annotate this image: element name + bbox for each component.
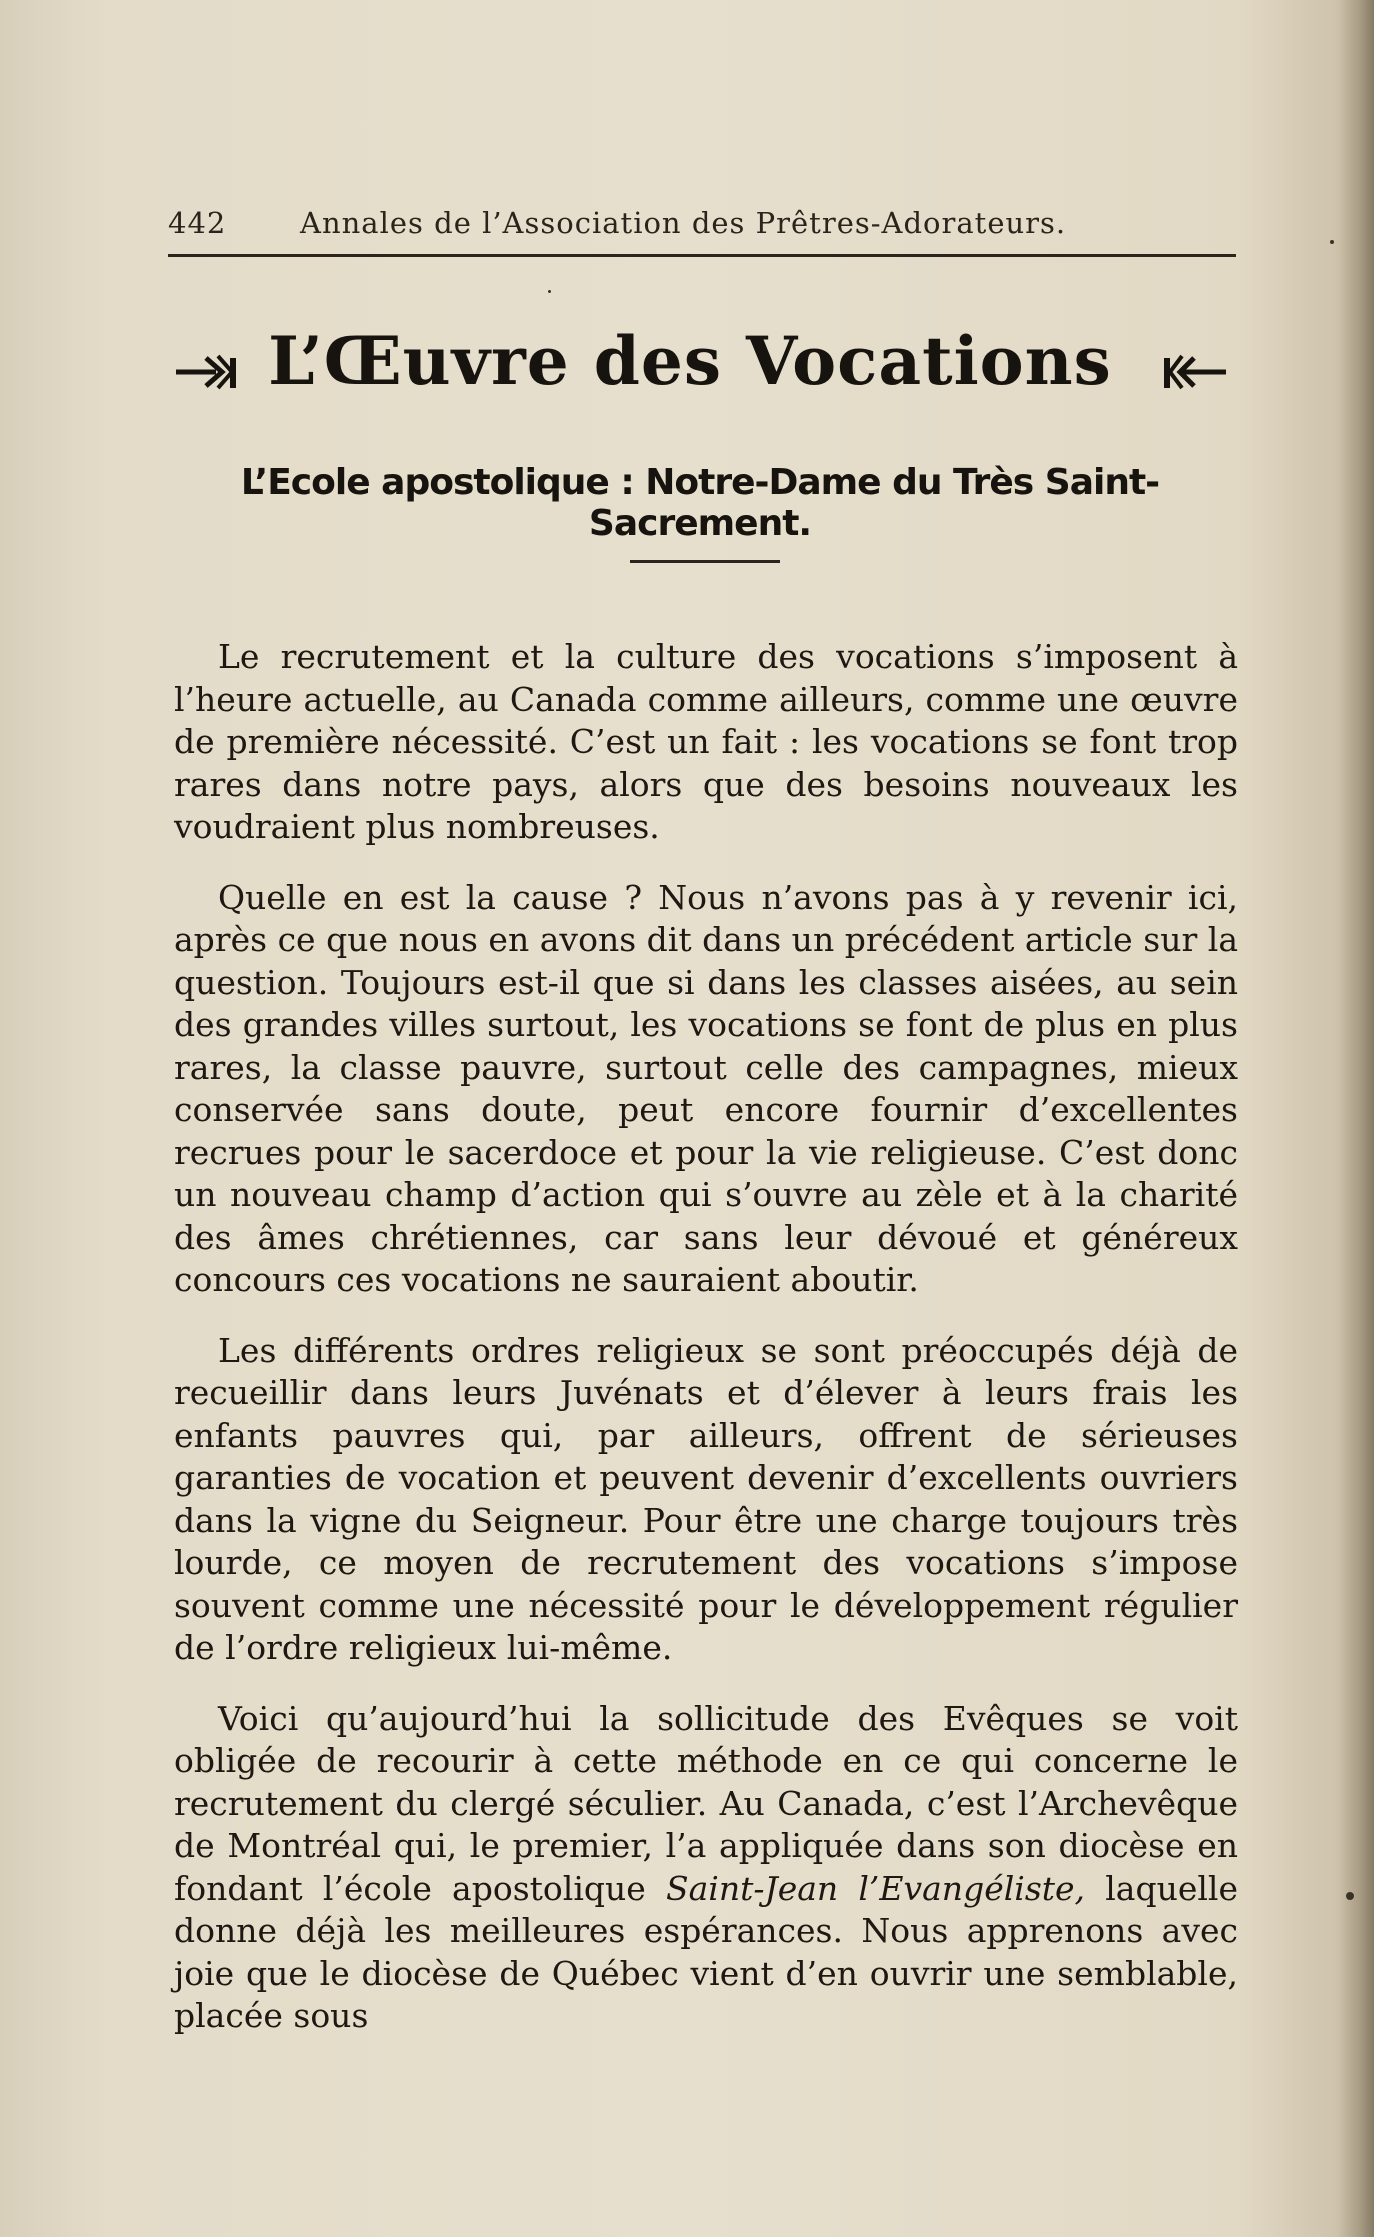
paper-speck bbox=[1346, 1892, 1354, 1900]
paragraph-4-text-end: laquelle donne déjà les meilleures espérances. Nous apprenons avec joie que le diocèse de Québec vient d’en ouvrir une semblable, placée sous bbox=[174, 1868, 1239, 2035]
journal-title: Annales de l’Association des Prêtres-Adorateurs. bbox=[300, 206, 1067, 240]
paragraph-1: Le recrutement et la culture des vocations s’imposent à l’heure actuelle, au Canada comme ailleurs, comme une œuvre de première nécessité. C’est un fait : les vocations se font trop rares dans notre pays, alors que des besoins nouveaux les voudraient plus nombreuses. bbox=[174, 637, 1238, 846]
right-pointing-hand-ornament-icon bbox=[1160, 346, 1230, 396]
paper-speck bbox=[1330, 240, 1334, 244]
paragraph-2: Quelle en est la cause ? Nous n’avons pas à y revenir ici, après ce que nous en avons dit dans un précédent article sur la question. Toujours est-il que si dans les classes aisées, au sein des grandes villes surtout, les vocations se font de plus en plus rares, la classe pauvre, surtout celle des campagnes, mieux conservée sans doute, peut encore fournir d’excellentes recrues pour le sacerdoce et pour la vie religieuse. C’est donc un nouveau champ d’action qui s’ouvre au zèle et à la charité des âmes chrétiennes, car sans leur dévoué et généreux concours ces vocations ne sauraient aboutir. bbox=[174, 877, 1238, 1299]
school-name-italic: Saint-Jean l’Evangéliste, bbox=[665, 1868, 1086, 1908]
page-edge-shadow bbox=[1338, 0, 1374, 2237]
paragraph-3: Les différents ordres religieux se sont préoccupés déjà de recueillir dans leurs Juvénats et d’élever à leurs frais les enfants pauvres qui, par ailleurs, offrent de sérieuses garanties de vocation et peuvent devenir d’excellents ouvriers dans la vigne du Seigneur. Pour être une charge toujours très lourde, ce moyen de recrutement des vocations s’impose souvent comme une nécessité pour le développement régulier de l’ordre religieux lui-même. bbox=[174, 1330, 1238, 1667]
header-rule bbox=[168, 254, 1236, 257]
article-title: L’Œuvre des Vocations bbox=[268, 322, 1112, 400]
paper-speck bbox=[548, 290, 551, 293]
left-pointing-hand-ornament-icon bbox=[172, 346, 242, 396]
running-head bbox=[168, 206, 1236, 246]
article-body bbox=[174, 636, 1238, 2066]
paragraph-4-text-start: Voici qu’aujourd’hui la sollicitude des Evêques se voit obligée de recourir à cette méthode en ce qui concerne le recrutement du clergé séculier. Au Canada, c’est l’Archevêque de Montréal qui, le premier, l’a appliquée dans son diocèse en fondant l’école apostolique bbox=[174, 1698, 1238, 1908]
paragraph-4 bbox=[174, 1698, 1238, 2038]
section-divider bbox=[630, 560, 780, 563]
article-subtitle: L’Ecole apostolique : Notre-Dame du Très Saint-Sacrement. bbox=[240, 462, 1160, 544]
page-number: 442 bbox=[168, 206, 227, 240]
